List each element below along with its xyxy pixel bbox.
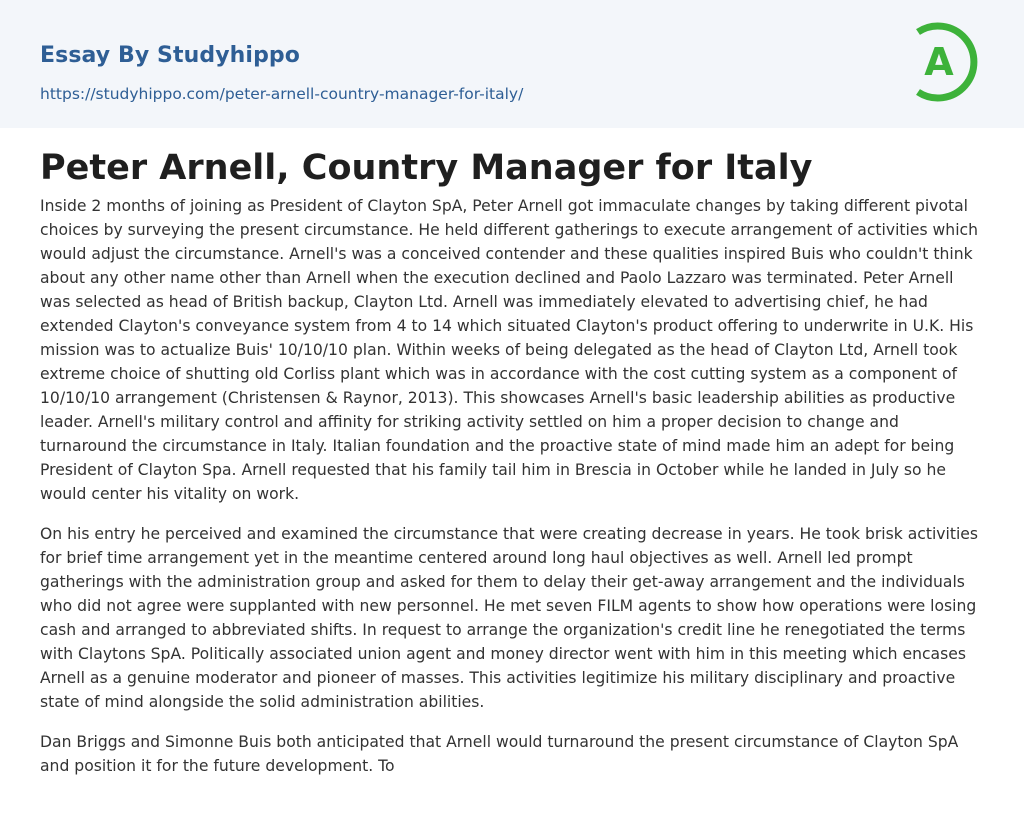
essay-body <box>40 194 988 794</box>
essay-paragraph: Dan Briggs and Simonne Buis both anticipated that Arnell would turnaround the present circumstance of Clayton SpA and position it for the future development. To <box>40 733 959 775</box>
studyhippo-logo-icon[interactable] <box>910 18 988 106</box>
page-title: Peter Arnell, Country Manager for Italy <box>40 148 813 188</box>
essay-paragraph: On his entry he perceived and examined the circumstance that were creating decrease in years. He took brisk activities for brief time arrangement yet in the meantime centered around long haul objectives as well. Arnell led prompt gatherings with the administration group and asked for them to delay their get-away arrangement and the individuals who did not agree were supplanted with new personnel. He met seven FILM agents to show how operations were losing cash and arranged to abbreviated shifts. In request to arrange the organization's credit line he renegotiated the terms with Claytons SpA. Politically associated union agent and money director went with him in this meeting which encases Arnell as a genuine moderator and pioneer of masses. This activities legitimize his military disciplinary and proactive state of mind alongside the solid administration abilities. <box>40 525 979 711</box>
essay-url-link[interactable]: https://studyhippo.com/peter-arnell-country-manager-for-italy/ <box>40 85 524 103</box>
logo-letter: A <box>924 40 954 84</box>
essay-paragraph: Inside 2 months of joining as President of Clayton SpA, Peter Arnell got immaculate changes by taking different pivotal choices by surveying the present circumstance. He held different gatherings to execute arrangement of activities which would adjust the circumstance. Arnell's was a conceived contender and these qualities inspired Buis who couldn't think about any other name other than Arnell when the execution declined and Paolo Lazzaro was terminated. Peter Arnell was selected as head of British backup, Clayton Ltd. Arnell was immediately elevated to advertising chief, he had extended Clayton's conveyance system from 4 to 14 which situated Clayton's product offering to underwrite in U.K. His mission was to actualize Buis' 10/10/10 plan. Within weeks of being delegated as the head of Clayton Ltd, Arnell took extreme choice of shutting old Corliss plant which was in accordance with the cost cutting system as a component of 10/10/10 arrangement (Christensen & Raynor, 2013). This showcases Arnell's basic leadership abilities as productive leader. Arnell's military control and affinity for striking activity settled on him a proper decision to change and turnaround the circumstance in Italy. Italian foundation and the proactive state of mind made him an adept for being President of Clayton Spa. Arnell requested that his family tail him in Brescia in October while he landed in July so he would center his vitality on work. <box>40 197 978 503</box>
site-title[interactable]: Essay By Studyhippo <box>40 43 300 68</box>
